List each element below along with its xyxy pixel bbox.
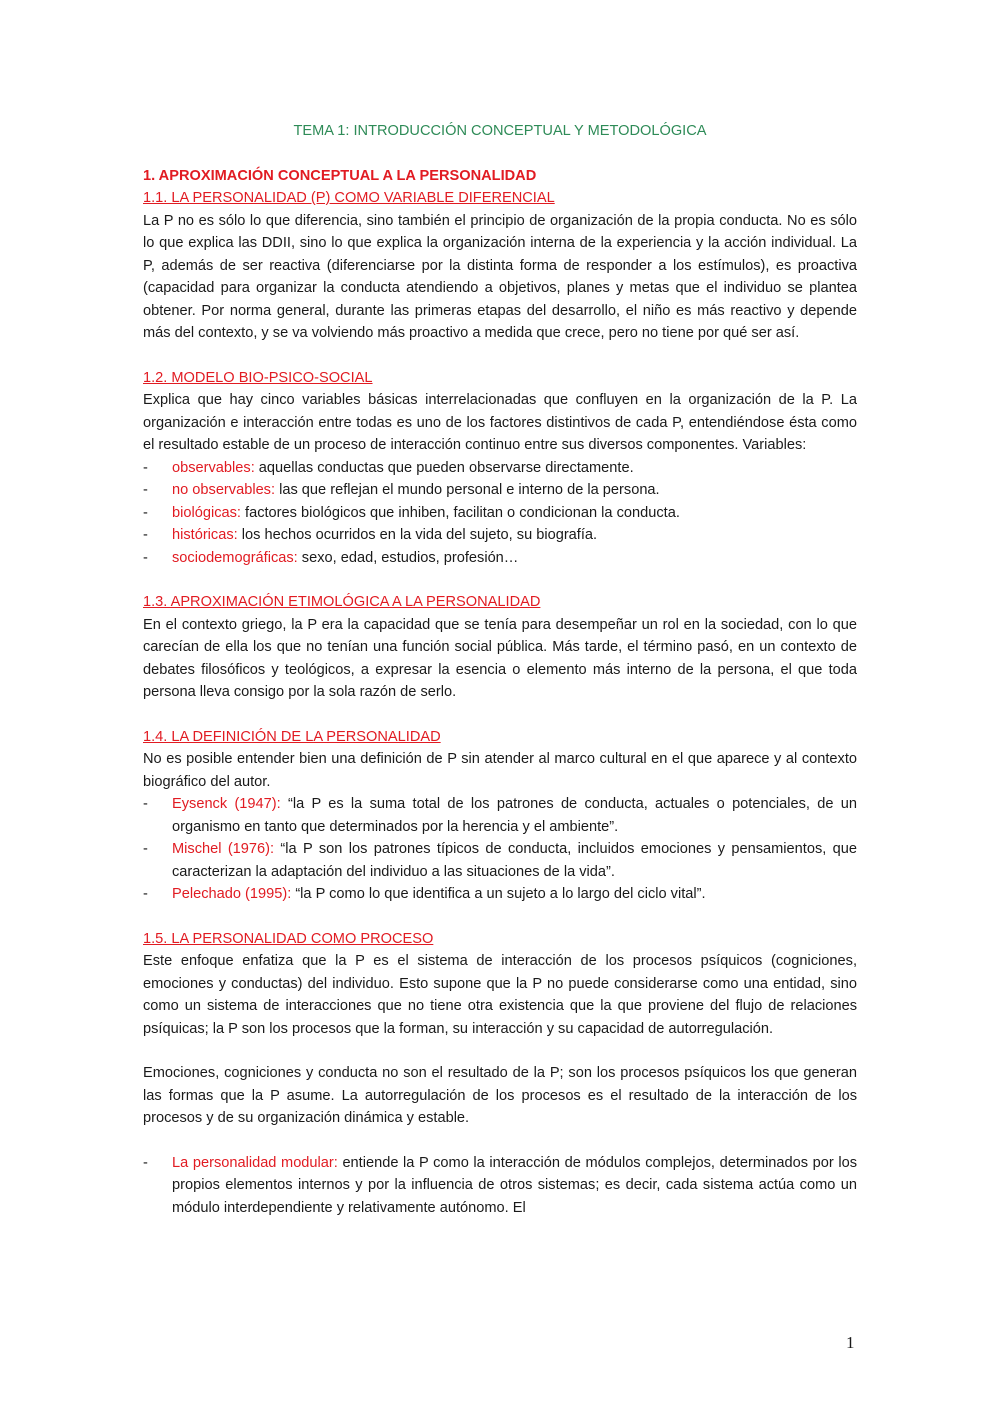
process-list	[143, 1152, 857, 1220]
document-page	[143, 120, 857, 1219]
section-1-4-heading: 1.4. LA DEFINICIÓN DE LA PERSONALIDAD	[143, 728, 441, 745]
section-1-heading: 1. APROXIMACIÓN CONCEPTUAL A LA PERSONALIDAD	[143, 167, 537, 184]
list-item: - Mischel (1976): “la P son los patrones típicos de conducta, incluidos emociones y pensamientos, que caracterizan la adaptación del individuo a las situaciones de la vida”.	[143, 841, 858, 880]
list-item: - no observables: las que reflejan el mundo personal e interno de la persona.	[143, 482, 660, 498]
section-1-1-paragraph: La P no es sólo lo que diferencia, sino también el principio de organización de la propia conducta. No es sólo lo que explica las DDII, sino lo que explica la organización interna de la experiencia y la acción individual. La P, además de ser reactiva (diferenciarse por la distinta forma de responder a los estímulos), es proactiva (capacidad para organizar la conducta atendiendo a objetivos, planes y metas que el individuo se plantea obtener. Por norma general, durante las primeras etapas del desarrollo, el niño es más reactivo y depende más del contexto, y se va volviendo más proactivo a medida que crece, pero no tiene por qué ser así.	[143, 212, 857, 341]
list-item: - sociodemográficas: sexo, edad, estudios, profesión…	[143, 549, 519, 566]
list-item-term: sociodemográficas:	[172, 549, 298, 566]
list-item-term: históricas:	[172, 527, 238, 543]
list-item-term: no observables:	[172, 482, 276, 498]
definitions-list	[143, 793, 857, 906]
list-item-term: observables:	[172, 459, 255, 476]
list-item-term: Mischel (1976):	[172, 841, 275, 857]
list-item: - La personalidad modular: entiende la P como la interacción de módulos complejos, determinados por los propios elementos internos y por la influencia de otros sistemas; es decir, cada sistema actúa como un módulo interdependiente y relativamente autónomo. El	[143, 1154, 857, 1216]
section-1-3-paragraph: En el contexto griego, la P era la capacidad que se tenía para desempeñar un rol en la sociedad, con lo que carecían de ella los que no tenían una función social pública. Más tarde, el término pasó, en un contexto de debates filosóficos y teológicos, a expresar la esencia o elemento más interno de la persona, el que toda persona lleva consigo por la sola razón de serlo.	[143, 616, 857, 700]
list-item-term: biológicas:	[172, 504, 241, 521]
document-title: TEMA 1: INTRODUCCIÓN CONCEPTUAL Y METODOLÓGICA	[293, 123, 707, 139]
section-1-2-heading: 1.2. MODELO BIO-PSICO-SOCIAL	[143, 369, 373, 386]
section-1-5-paragraph-1: Este enfoque enfatiza que la P es el sistema de interacción de los procesos psíquicos (cogniciones, emociones y conductas) del individuo. Esto supone que la P no puede considerarse como una entidad, sino como un sistema de interacciones que no tiene otra existencia que la que proviene del flujo de relaciones psíquicas; la P son los procesos que la forman, su interacción y su capacidad de autorregulación.	[143, 953, 857, 1037]
page-number: 1	[846, 1333, 855, 1352]
list-item-term: Eysenck (1947):	[172, 796, 281, 812]
section-1-5-paragraph-2: Emociones, cogniciones y conducta no son el resultado de la P; son los procesos psíquicos los que generan las formas que la P asume. La autorregulación de los procesos es el resultado de la interacción de los procesos y de su organización dinámica y estable.	[143, 1065, 857, 1126]
section-1-5-heading: 1.5. LA PERSONALIDAD COMO PROCESO	[143, 930, 434, 947]
section-1-1-heading: 1.1. LA PERSONALIDAD (P) COMO VARIABLE DIFERENCIAL	[143, 190, 555, 206]
list-item: - Pelechado (1995): “la P como lo que identifica a un sujeto a lo largo del ciclo vital”.	[143, 886, 706, 902]
variables-list	[143, 457, 857, 570]
list-item: - históricas: los hechos ocurridos en la vida del sujeto, su biografía.	[143, 527, 598, 543]
section-1-2-paragraph: Explica que hay cinco variables básicas interrelacionadas que confluyen en la organización de la P. La organización e interacción entre todas es uno de los factores distintivos de cada P, entendiéndose ésta como el resultado estable de un proceso de interacción continuo entre sus diversos componentes. Variables:	[143, 392, 857, 453]
section-1-3-heading: 1.3. APROXIMACIÓN ETIMOLÓGICA A LA PERSONALIDAD	[143, 594, 541, 610]
section-1-4-paragraph: No es posible entender bien una definición de P sin atender al marco cultural en el que aparece y al contexto biográfico del autor.	[143, 751, 857, 790]
list-item: - biológicas: factores biológicos que inhiben, facilitan o condicionan la conducta.	[143, 504, 680, 521]
list-item: - Eysenck (1947): “la P es la suma total de los patrones de conducta, actuales o potenciales, de un organismo en tanto que determinados por la herencia y el ambiente”.	[143, 796, 857, 835]
list-item: - observables: aquellas conductas que pueden observarse directamente.	[143, 459, 634, 476]
list-item-term: La personalidad modular:	[172, 1154, 338, 1171]
list-item-term: Pelechado (1995):	[172, 886, 292, 902]
